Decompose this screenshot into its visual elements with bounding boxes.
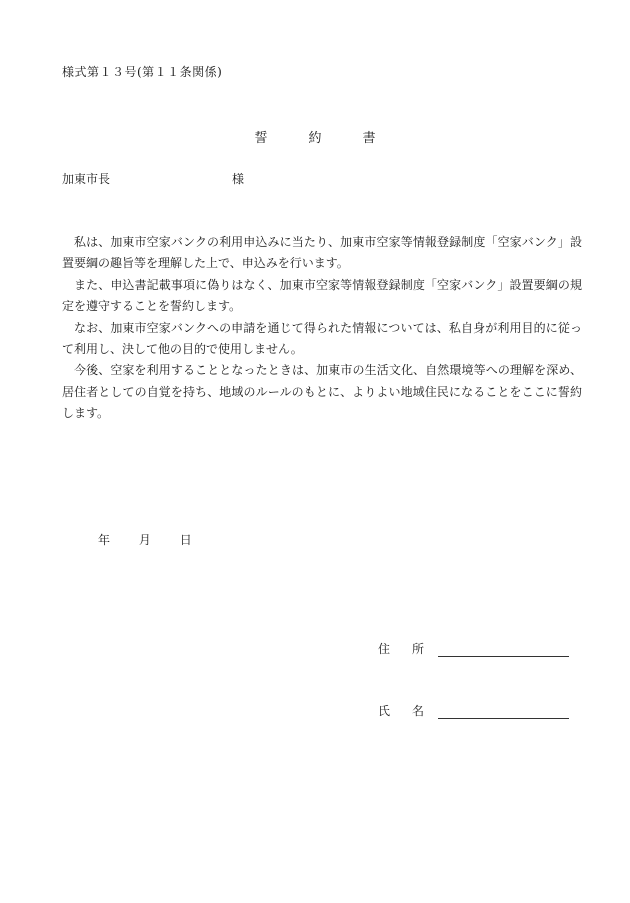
date-year-label: 年 bbox=[98, 533, 111, 547]
date-month-label: 月 bbox=[138, 533, 151, 547]
document-title: 誓 約 書 bbox=[254, 131, 390, 146]
date-line bbox=[98, 531, 217, 548]
name-label: 氏名 bbox=[378, 704, 447, 718]
pledge-paragraph-4: 今後、空家を利用することとなったときは、加東市の生活文化、自然環境等への理解を深め、居住者としての自覚を持ち、地域のルールのもとに、よりよい地域住民になることをここに誓約します。 bbox=[62, 363, 582, 421]
date-day-label: 日 bbox=[179, 533, 192, 547]
signature-name-row bbox=[378, 702, 569, 719]
name-blank-line[interactable] bbox=[438, 706, 569, 719]
addressee bbox=[62, 170, 245, 187]
pledge-paragraph-2: また、申込書記載事項に偽りはなく、加東市空家等情報登録制度「空家バンク」設置要綱の規定を遵守することを誓約します。 bbox=[62, 277, 582, 314]
addressee-honorific: 様 bbox=[232, 172, 245, 186]
form-number: 様式第１３号(第１１条関係) bbox=[62, 65, 223, 79]
pledge-paragraph-1: 私は、加東市空家バンクの利用申込みに当たり、加東市空家等情報登録制度「空家バンク」設置要綱の趣旨等を理解した上で、申込みを行います。 bbox=[62, 235, 582, 271]
signature-address-row bbox=[378, 640, 569, 657]
pledge-body bbox=[62, 232, 582, 425]
addressee-name: 加東市長 bbox=[62, 172, 111, 186]
address-label: 住所 bbox=[378, 642, 447, 656]
pledge-paragraph-3: なお、加東市空家バンクへの申請を通じて得られた情報については、私自身が利用目的に従って利用し、決して他の目的で使用しません。 bbox=[62, 320, 582, 357]
address-blank-line[interactable] bbox=[438, 644, 569, 657]
